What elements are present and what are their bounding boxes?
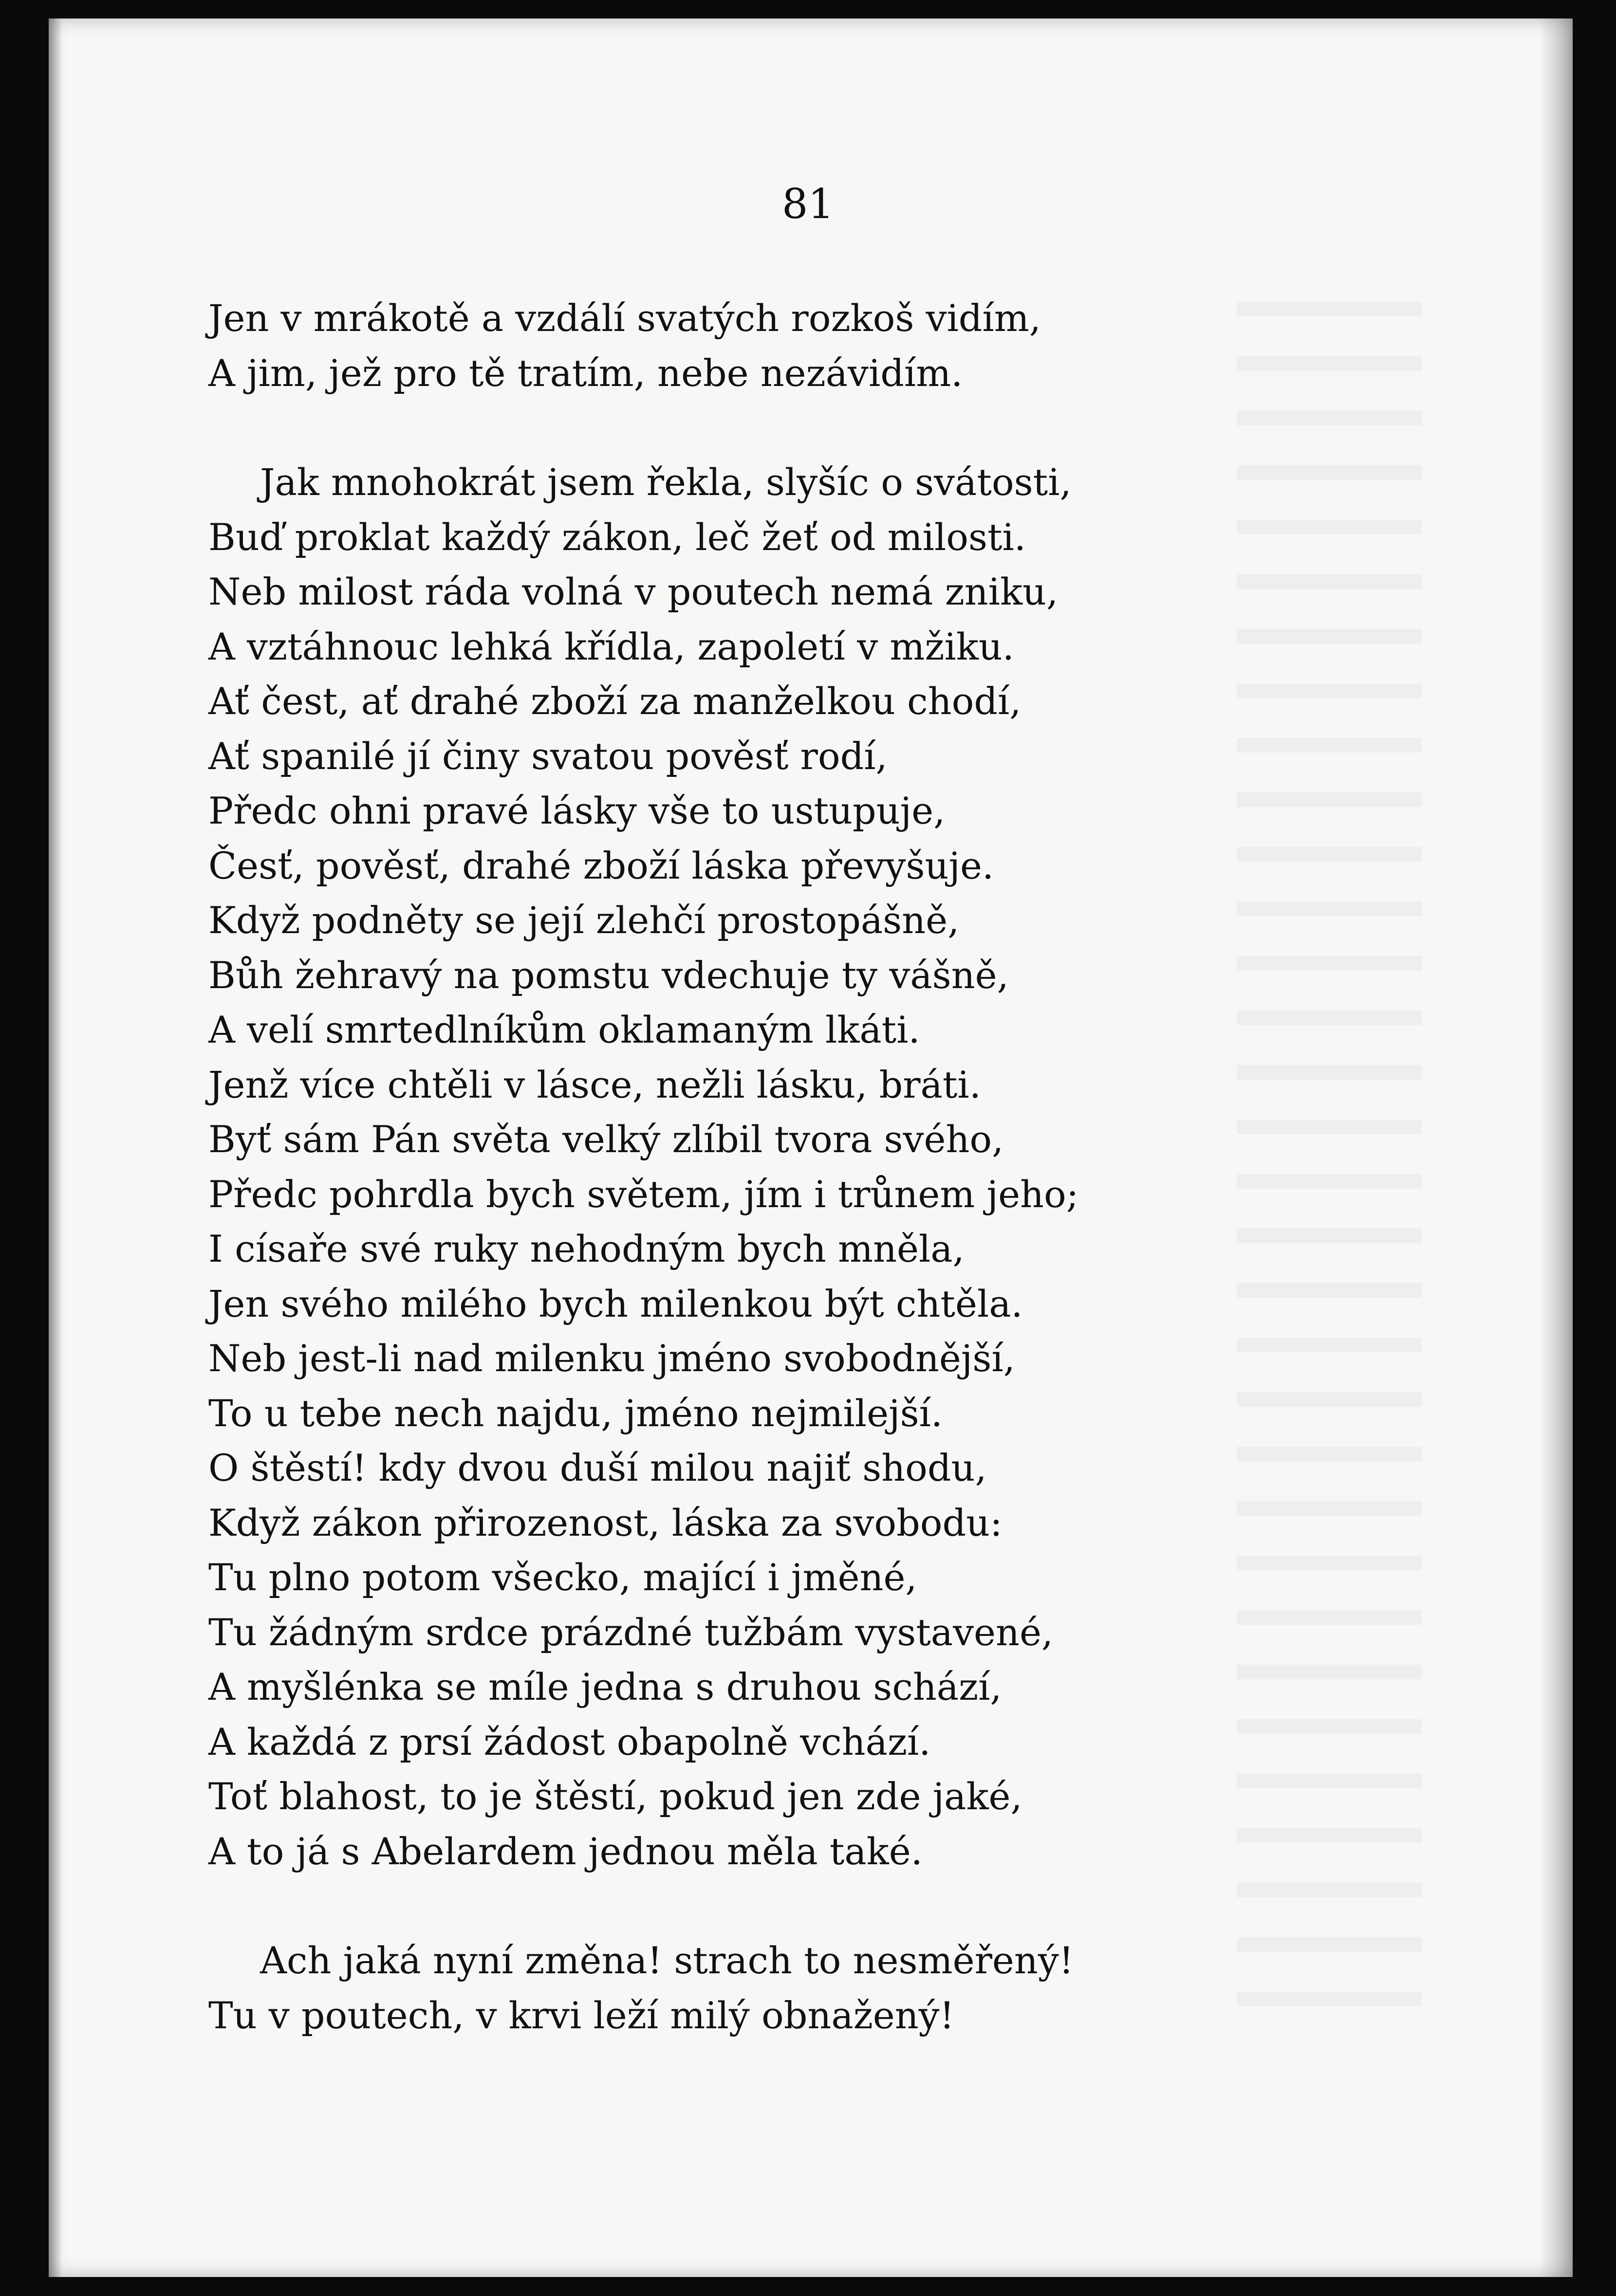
poem-line: Předc ohni pravé lásky vše to ustupuje, xyxy=(208,789,946,832)
stanza-1 xyxy=(208,291,1304,401)
poem-line: Jen v mrákotě a vzdálí svatých rozkoš vidím, xyxy=(208,296,1041,340)
poem-line: Jak mnohokrát jsem řekla, slyšíc o svátosti, xyxy=(260,460,1072,504)
page-number: 81 xyxy=(782,180,834,228)
poem-line: Tu žádným srdce prázdné tužbám vystavené, xyxy=(208,1610,1054,1654)
poem-line: Bůh žehravý na pomstu vdechuje ty vášně, xyxy=(208,953,1009,997)
poem-line: Když podněty se její zlehčí prostopášně, xyxy=(208,899,960,942)
poem-line: A velí smrtedlníkům oklamaným lkáti. xyxy=(208,1008,920,1051)
poem-line: Když zákon přirozenost, láska za svobodu: xyxy=(208,1501,1003,1544)
poem-line: Tu v poutech, v krvi leží milý obnažený! xyxy=(208,1993,955,2037)
poem-line: I císaře své ruky nehodným bych mněla, xyxy=(208,1227,965,1270)
poem-line: A vztáhnouc lehká křídla, zapoletí v mžiku. xyxy=(208,625,1014,668)
poem-line: A každá z prsí žádost obapolně vchází. xyxy=(208,1720,931,1763)
poem-line: Neb jest-li nad milenku jméno svobodnější, xyxy=(208,1337,1015,1380)
poem-line: To u tebe nech najdu, jméno nejmilejší. xyxy=(208,1391,943,1435)
poem-line: Tu plno potom všecko, mající i jměné, xyxy=(208,1556,917,1599)
poem-line: A jim, jež pro tě tratím, nebe nezávidím. xyxy=(208,351,963,395)
poem-text xyxy=(208,291,1304,2043)
poem-line: Česť, pověsť, drahé zboží láska převyšuje. xyxy=(208,844,994,887)
poem-line: Jenž více chtěli v lásce, nežli lásku, bráti. xyxy=(208,1063,981,1106)
stanza-3 xyxy=(208,1933,1304,2043)
stanza-2 xyxy=(208,455,1304,1879)
poem-line: Buď proklat každý zákon, leč žeť od milosti. xyxy=(208,515,1026,559)
poem-line: Ať spanilé jí činy svatou pověsť rodí, xyxy=(208,734,888,778)
poem-line: A myšlénka se míle jedna s druhou schází, xyxy=(208,1665,1002,1708)
poem-line: Ach jaká nyní změna! strach to nesměřený! xyxy=(260,1939,1074,1982)
poem-line: O štěstí! kdy dvou duší milou najiť shodu, xyxy=(208,1446,987,1489)
poem-line: Toť blahost, to je štěstí, pokud jen zde jaké, xyxy=(208,1775,1022,1818)
poem-line: Neb milost ráda volná v poutech nemá zniku, xyxy=(208,570,1059,613)
poem-line: Ať čest, ať drahé zboží za manželkou chodí, xyxy=(208,680,1022,723)
poem-line: Byť sám Pán světa velký zlíbil tvora svého, xyxy=(208,1118,1004,1161)
poem-line: Jen svého milého bych milenkou být chtěla. xyxy=(208,1282,1023,1325)
poem-line: Předc pohrdla bych světem, jím i trůnem jeho; xyxy=(208,1172,1079,1216)
poem-line: A to já s Abelardem jednou měla také. xyxy=(208,1829,923,1873)
